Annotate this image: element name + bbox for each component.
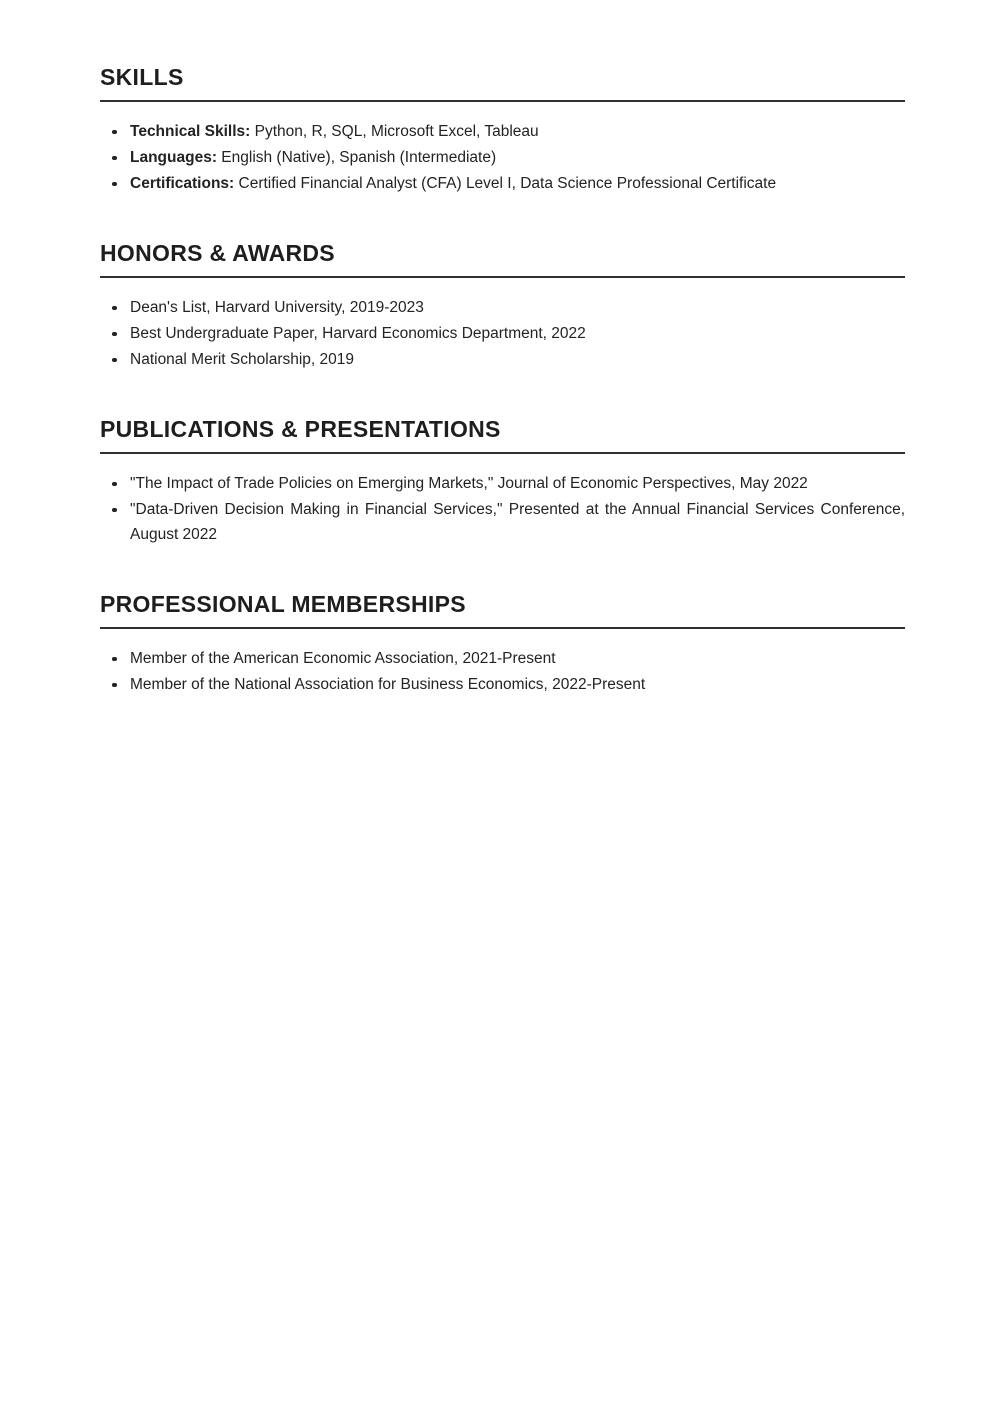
section-publications <box>100 416 905 547</box>
item-text: Best Undergraduate Paper, Harvard Economics Department, 2022 <box>130 325 586 342</box>
bullet-icon <box>112 182 117 187</box>
list-item <box>100 646 905 671</box>
item-text: English (Native), Spanish (Intermediate) <box>216 149 497 166</box>
bullet-icon <box>112 358 117 363</box>
section-divider <box>100 452 905 454</box>
resume-page <box>0 0 1005 697</box>
item-text: Certified Financial Analyst (CFA) Level I, Data Science Professional Certificate <box>234 175 777 192</box>
bullet-icon <box>112 657 117 662</box>
bullet-icon <box>112 306 117 311</box>
item-text: Python, R, SQL, Microsoft Excel, Tableau <box>250 123 539 140</box>
list-item <box>100 497 905 547</box>
section-divider <box>100 100 905 102</box>
list-item <box>100 171 905 196</box>
list-item <box>100 347 905 372</box>
list-item <box>100 321 905 346</box>
section-skills <box>100 64 905 196</box>
section-heading: SKILLS <box>100 64 184 90</box>
item-label: Certifications: <box>130 175 235 192</box>
section-memberships <box>100 591 905 697</box>
bullet-icon <box>112 332 117 337</box>
section-heading: PUBLICATIONS & PRESENTATIONS <box>100 416 501 442</box>
item-text: Member of the National Association for Business Economics, 2022-Present <box>130 676 646 693</box>
skills-list <box>100 119 905 196</box>
item-text: "The Impact of Trade Policies on Emerging Markets," Journal of Economic Perspectives, May 2022 <box>130 475 808 492</box>
section-heading: HONORS & AWARDS <box>100 240 335 266</box>
section-heading: PROFESSIONAL MEMBERSHIPS <box>100 591 466 617</box>
bullet-icon <box>112 508 117 513</box>
item-text: National Merit Scholarship, 2019 <box>130 351 355 368</box>
item-label: Languages: <box>130 149 217 166</box>
bullet-icon <box>112 683 117 688</box>
list-item <box>100 119 905 144</box>
item-label: Technical Skills: <box>130 123 251 140</box>
list-item <box>100 295 905 320</box>
section-honors-awards <box>100 240 905 372</box>
section-divider <box>100 276 905 278</box>
section-divider <box>100 627 905 629</box>
item-text: Member of the American Economic Association, 2021-Present <box>130 650 556 667</box>
memberships-list <box>100 646 905 697</box>
publications-list <box>100 471 905 547</box>
item-text: Dean's List, Harvard University, 2019-2023 <box>130 299 424 316</box>
bullet-icon <box>112 130 117 135</box>
bullet-icon <box>112 482 117 487</box>
list-item <box>100 471 905 496</box>
bullet-icon <box>112 156 117 161</box>
item-text: "Data-Driven Decision Making in Financial Services," Presented at the Annual Financial Services Conference, August 2022 <box>130 501 905 543</box>
list-item <box>100 145 905 170</box>
list-item <box>100 672 905 697</box>
honors-list <box>100 295 905 372</box>
